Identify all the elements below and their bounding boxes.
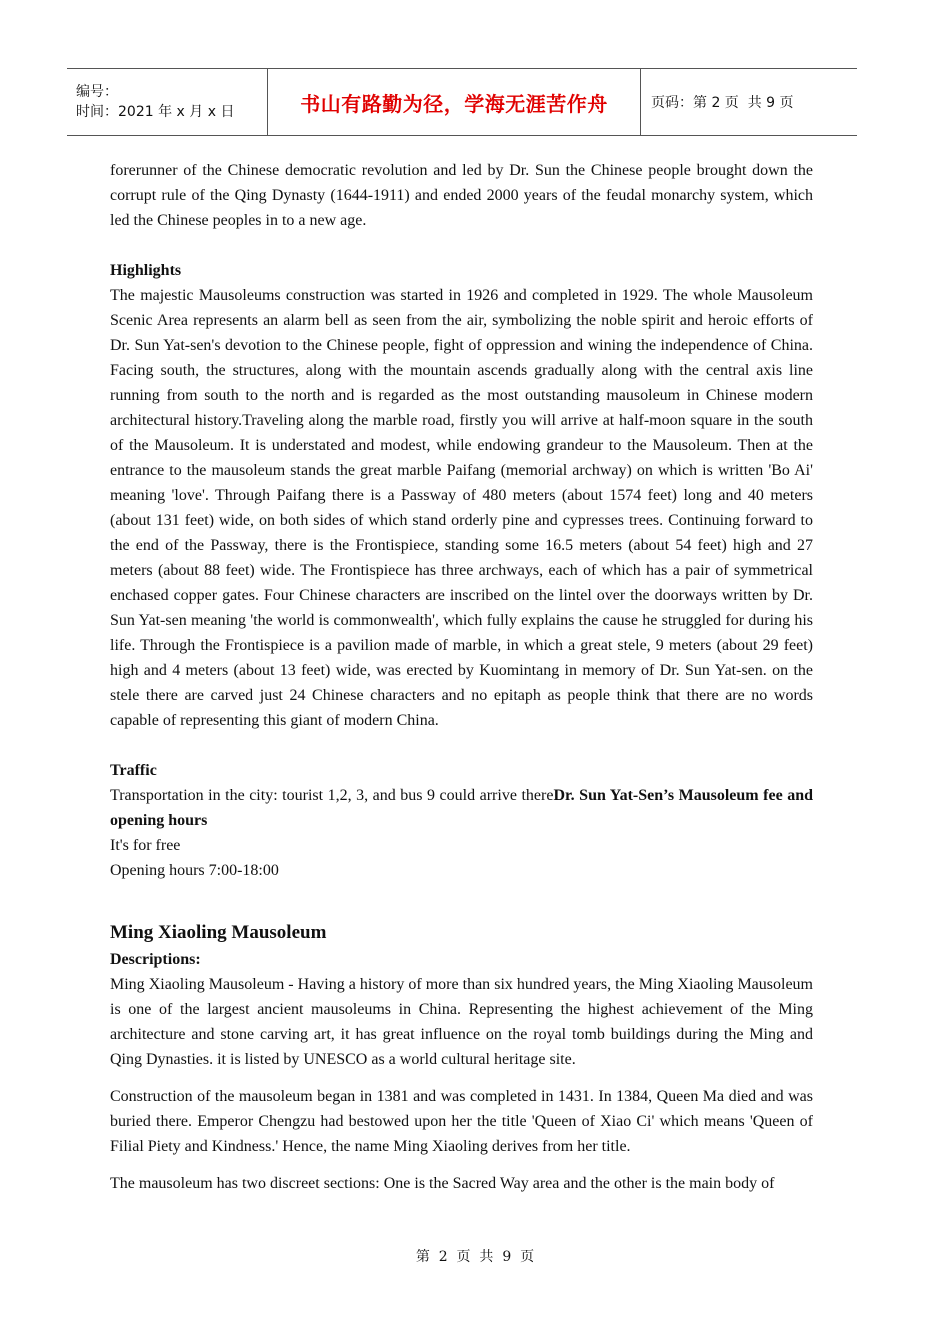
- traffic-line: [110, 783, 813, 833]
- spacer: [110, 1072, 813, 1084]
- fee-heading: Dr. Sun Yat-Sen’s Mausoleum fee and opening hours: [110, 787, 814, 829]
- hours-text: Opening hours 7:00-18:00: [110, 862, 279, 879]
- document-time-label: 时间：2021 年 x 月 x 日: [76, 104, 235, 120]
- spacer: [110, 733, 813, 758]
- highlights-heading: Highlights: [110, 262, 182, 279]
- header-meta-cell: [67, 69, 268, 135]
- ming-paragraph-2: Construction of the mausoleum began in 1381 and was completed in 1431. In 1384, Queen Ma died and was buried there. Emperor Chengzu had bestowed upon her the title 'Queen of Xiao Ci' which means 'Queen of Filial Piety and Kindness.' Hence, the name Ming Xiaoling derives from her title.: [110, 1088, 813, 1155]
- ming-paragraph-3: The mausoleum has two discreet sections: One is the Sacred Way area and the other is the main body of: [110, 1175, 775, 1192]
- spacer: [110, 1159, 813, 1171]
- fee-text: It's for free: [110, 837, 181, 854]
- document-number-label: 编号：: [76, 84, 118, 100]
- header-motto-cell: [268, 69, 641, 135]
- intro-paragraph: forerunner of the Chinese democratic revolution and led by Dr. Sun the Chinese people brought down the corrupt rule of the Qing Dynasty (1644-1911) and ended 2000 years of the feudal monarchy system, which led the Chinese peoples in to a new age.: [110, 162, 813, 229]
- page-header: [67, 68, 857, 136]
- page-footer: 第 2 页 共 9 页: [415, 1249, 535, 1265]
- header-page-cell: [641, 69, 857, 135]
- ming-section-title: Ming Xiaoling Mausoleum: [110, 922, 327, 943]
- spacer: [110, 883, 813, 919]
- highlights-paragraph: The majestic Mausoleums construction was started in 1926 and completed in 1929. The whole Mausoleum Scenic Area represents an alarm bell as seen from the air, symbolizing the noble spirit and heroic efforts of Dr. Sun Yat-sen's devotion to the Chinese people, fight of oppression and wining the independence of China. Facing south, the structures, along with the mountain ascends gradually along with the central axis line running from south to the north and is regarded as the most outstanding mausoleum in Chinese modern architectural history.Traveling along the marble road, firstly you will arrive at half-moon square in the south of the Mausoleum. It is understated and modest, while endowing grandeur to the Mausoleum. Then at the entrance to the mausoleum stands the great marble Paifang (memorial archway) on which is written 'Bo Ai' meaning 'love'. Through Paifang there is a Passway of 480 meters (about 1574 feet) long and 40 meters (about 131 feet) wide, on both sides of which stand orderly pine and cypresses trees. Continuing forward to the end of the Passway, there is the Frontispiece, standing some 16.5 meters (about 54 feet) high and 27 meters (about 88 feet) wide. The Frontispiece has three archways, each of which has a pair of symmetrical enchased copper gates. Four Chinese characters are inscribed on the lintel over the doorways written by Dr. Sun Yat-sen meaning 'the world is commonwealth', which fully explains the cause he struggled for during his life. Through the Frontispiece is a pavilion made of marble, in which a great stele, 9 meters (about 29 feet) high and 4 meters (about 13 feet) wide, was erected by Kuomintang in memory of Dr. Sun Yat-sen. on the stele there are carved just 24 Chinese characters and no epitaph as people think that there are no words capable of representing this giant of modern China.: [110, 287, 813, 729]
- traffic-heading: Traffic: [110, 762, 157, 779]
- header-page-number: 页码：第 2 页 共 9 页: [651, 95, 794, 111]
- document-body: [110, 158, 813, 1196]
- descriptions-heading: Descriptions:: [110, 951, 201, 968]
- spacer: [110, 233, 813, 258]
- traffic-text: Transportation in the city: tourist 1,2, 3, and bus 9 could arrive there: [110, 787, 554, 804]
- header-motto: 书山有路勤为径，学海无涯苦作舟: [300, 91, 608, 116]
- ming-paragraph-1: Ming Xiaoling Mausoleum - Having a history of more than six hundred years, the Ming Xiaoling Mausoleum is one of the largest ancient mausoleums in China. Representing the highest achievement of the Ming architecture and stone carving art, it has great influence on the royal tomb buildings during the Ming and Qing Dynasties. it is listed by UNESCO as a world cultural heritage site.: [110, 976, 813, 1068]
